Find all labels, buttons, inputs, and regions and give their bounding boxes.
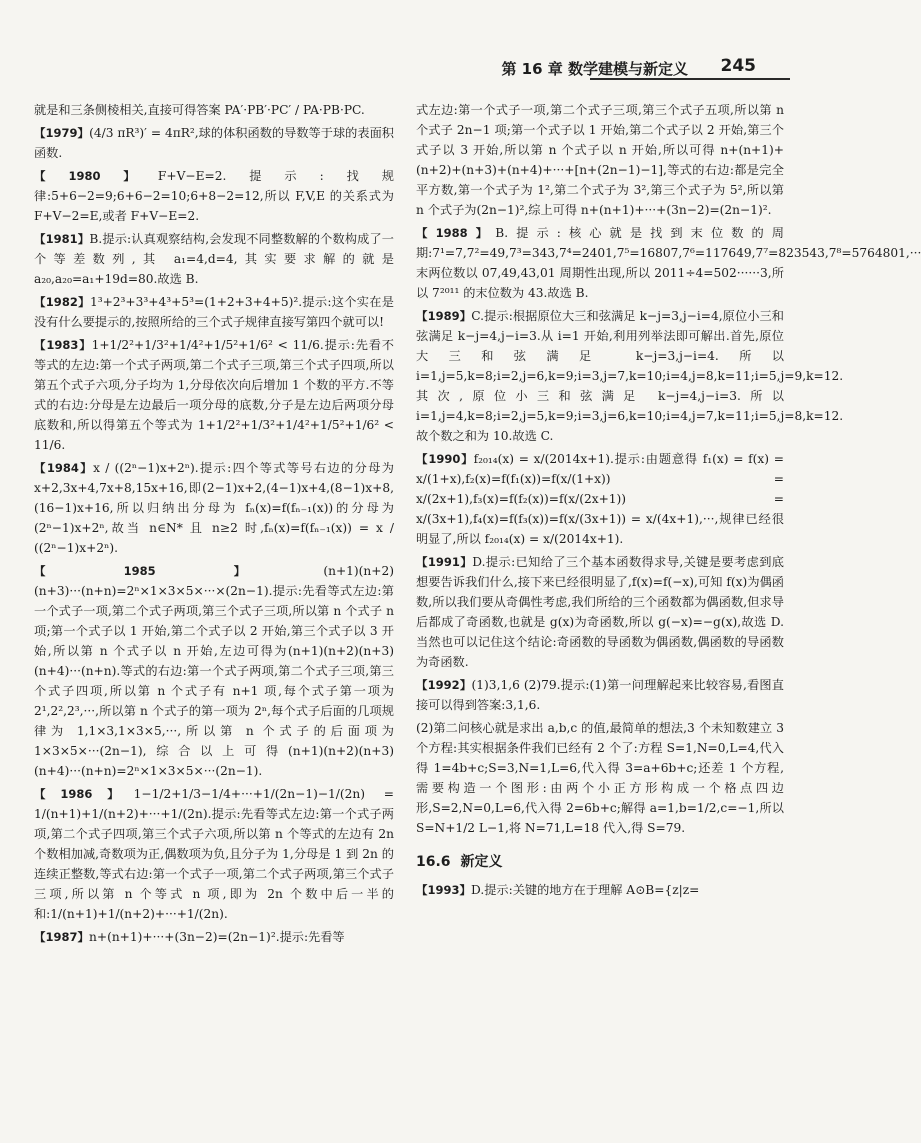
answer-entry: 【1991】D.提示:已知给了三个基本函数得求导,关键是要考虑到底想要告诉我们什么,接下来已经很明显了,f(x)=f(−x),可知 f(x)为偶函数,所以我们要从奇偶性考虑,我们所给的三个函数都为偶函数,但求导后都成了奇函数,也就是 g(x)为奇函数,所以 g(−x)=−g(x),故选 D.当然也可以记住这个结论:奇函数的导函数为偶函数,偶函数的导函数为奇函数. — [416, 555, 784, 669]
answer-entry: 式左边:第一个式子一项,第二个式子三项,第三个式子五项,所以第 n 个式子 2n−1 项;第一个式子以 1 开始,第二个式子以 2 开始,第三个式子以 3 开始,所以第 n 个式子以 n 开始,所以可得 n+(n+1)+(n+2)+(n+3)+(n+4)+···+[n+(2n−1)−1],等式的右边:都是完全平方数,第一个式子为 1²,第二个式子为 3²,第三个式子为 5²,所以第 n 个式子为(2n−1)²,综上可得 n+(n+1)+···+(3n−2)=(2n−1)². — [416, 103, 784, 217]
section-number: 16.6 — [416, 854, 451, 870]
left-column — [34, 100, 394, 950]
header-rule — [590, 78, 790, 80]
answer-entry: (2)第二问核心就是求出 a,b,c 的值,最简单的想法,3 个未知数建立 3 个方程:其实根据条件我们已经有 2 个了:方程 S=1,N=0,L=4,代入得 1=4b+c;S=3,N=1,L=6,代入得 3=a+6b+c;还差 1 个方程,需要构造一个图形:由两个小正方形构成一个格点四边形,S=2,N=0,L=6,代入得 2=6b+c;解得 a=1,b=1/2,c=−1,所以 S=N+1/2 L−1,将 N=71,L=18 代入,得 S=79. — [416, 721, 784, 835]
answer-entry: 【1985】(n+1)(n+2)(n+3)···(n+n)=2ⁿ×1×3×5×···×(2n−1).提示:先看等式左边:第一个式子一项,第二个式子两项,第三个式子三项,所以第 n 个式子 n 项;第一个式子以 1 开始,第二个式子以 2 开始,第三个式子以 3 开始,所以第 n 个式子以 n 开始,左边可得为(n+1)(n+2)(n+3)(n+4)···(n+n).等式的右边:第一个式子两项,第二个式子三项,第三个式子四项,所以第 n 个式子有 n+1 项,每个式子第一项为 2¹,2²,2³,···,所以第 n 个式子的第一项为 2ⁿ,每个式子后面的几项规律为 1,1×3,1×3×5,···,所以第 n 个式子的后面项为 1×3×5×···(2n−1),综合以上可得(n+1)(n+2)(n+3)(n+4)···(n+n)=2ⁿ×1×3×5×···(2n−1). — [34, 564, 394, 778]
answer-entry: 【1987】n+(n+1)+···+(3n−2)=(2n−1)².提示:先看等 — [34, 930, 345, 944]
chapter-title: 第 16 章 数学建模与新定义 — [501, 60, 688, 78]
answer-entry: 就是和三条侧棱相关,直接可得答案 PA′·PB′·PC′ / PA·PB·PC. — [34, 103, 365, 117]
section-heading — [416, 852, 784, 872]
answer-entry: 【1986】1−1/2+1/3−1/4+···+1/(2n−1)−1/(2n) = 1/(n+1)+1/(n+2)+···+1/(2n).提示:先看等式左边:第一个式子两项,第二个式子四项,第三个式子六项,所以第 n 个等式的左边有 2n 个数相加减,奇数项为正,偶数项为负,且分子为 1,分母是 1 到 2n 的连续正整数,等式右边:第一个式子一项,第二个式子两项,第三个式子三项,所以第 n 个等式 n 项,即为 2n 个数中后一半的和:1/(n+1)+1/(n+2)+···+1/(2n). — [34, 787, 394, 921]
answer-entry: 【1980】F+V−E=2.提示:找规律:5+6−2=9;6+6−2=10;6+8−2=12,所以 F,V,E 的关系式为 F+V−2=E,或者 F+V−E=2. — [34, 169, 394, 223]
answer-entry: 【1988】B.提示:核心就是找到末位数的周期:7¹=7,7²=49,7³=343,7⁴=2401,7⁵=16807,7⁶=117649,7⁷=823543,7⁸=5764801,···末两位数以 07,49,43,01 周期性出现,所以 2011÷4=502······3,所以 7²⁰¹¹ 的末位数为 43.故选 B. — [416, 226, 921, 300]
right-column — [416, 100, 921, 903]
answer-entry: 【1981】B.提示:认真观察结构,会发现不同整数解的个数构成了一个等差数列,其 a₁=4,d=4,其实要求解的就是 a₂₀,a₂₀=a₁+19d=80.故选 B. — [34, 232, 394, 286]
answer-entry: 【1989】C.提示:根据原位大三和弦满足 k−j=3,j−i=4,原位小三和弦满足 k−j=4,j−i=3.从 i=1 开始,利用列举法即可解出.首先,原位大三和弦满足 k−j=3,j−i=4.所以 i=1,j=5,k=8;i=2,j=6,k=9;i=3,j=7,k=10;i=4,j=8,k=11;i=5,j=9,k=12.其次,原位小三和弦满足 k−j=4,j−i=3.所以 i=1,j=4,k=8;i=2,j=5,k=9;i=3,j=6,k=10;i=4,j=7,k=11;i=5,j=8,k=12.故个数之和为 10.故选 C. — [416, 309, 844, 443]
answer-entry: 【1984】x / ((2ⁿ−1)x+2ⁿ).提示:四个等式等号右边的分母为 x+2,3x+4,7x+8,15x+16,即(2−1)x+2,(4−1)x+4,(8−1)x+8,(16−1)x+16,所以归纳出分母为 fₙ(x)=f(fₙ₋₁(x))的分母为(2ⁿ−1)x+2ⁿ,故当 n∈N* 且 n≥2 时,fₙ(x)=f(fₙ₋₁(x)) = x / ((2ⁿ−1)x+2ⁿ). — [34, 461, 394, 555]
page-number: 245 — [720, 56, 756, 76]
answer-entry: 【1982】1³+2³+3³+4³+5³=(1+2+3+4+5)².提示:这个实在是没有什么要提示的,按照所给的三个式子规律直接写第四个就可以! — [34, 295, 394, 329]
answer-entry: 【1990】f₂₀₁₄(x) = x/(2014x+1).提示:由题意得 f₁(x) = f(x) = x/(1+x),f₂(x)=f(f₁(x))=f(x/(1+x)) = x/(2x+1),f₃(x)=f(f₂(x))=f(x/(2x+1)) = x/(3x+1),f₄(x)=f(f₃(x))=f(x/(3x+1)) = x/(4x+1),···,规律已经很明显了,所以 f₂₀₁₄(x) = x/(2014x+1). — [416, 452, 784, 546]
section-title: 新定义 — [460, 854, 503, 870]
answer-entry: 【1992】(1)3,1,6 (2)79.提示:(1)第一问理解起来比较容易,看图直接可以得到答案:3,1,6. — [416, 678, 784, 712]
answer-entry: 【1979】(4/3 πR³)′ = 4πR²,球的体积函数的导数等于球的表面积函数. — [34, 126, 394, 160]
page-header — [0, 0, 800, 84]
answer-entry: 【1983】1+1/2²+1/3²+1/4²+1/5²+1/6² < 11/6.提示:先看不等式的左边:第一个式子两项,第二个式子三项,第三个式子四项,所以第五个式子六项,分子均为 1,分母依次向后增加 1 个数的平方.不等式的右边:分母是左边最后一项分母的底数,分子是左边后两项分母底数和,所以得第五个等式为 1+1/2²+1/3²+1/4²+1/5²+1/6² < 11/6. — [34, 338, 394, 452]
answer-entry: 【1993】D.提示:关键的地方在于理解 A⊙B={z|z= — [416, 883, 700, 897]
